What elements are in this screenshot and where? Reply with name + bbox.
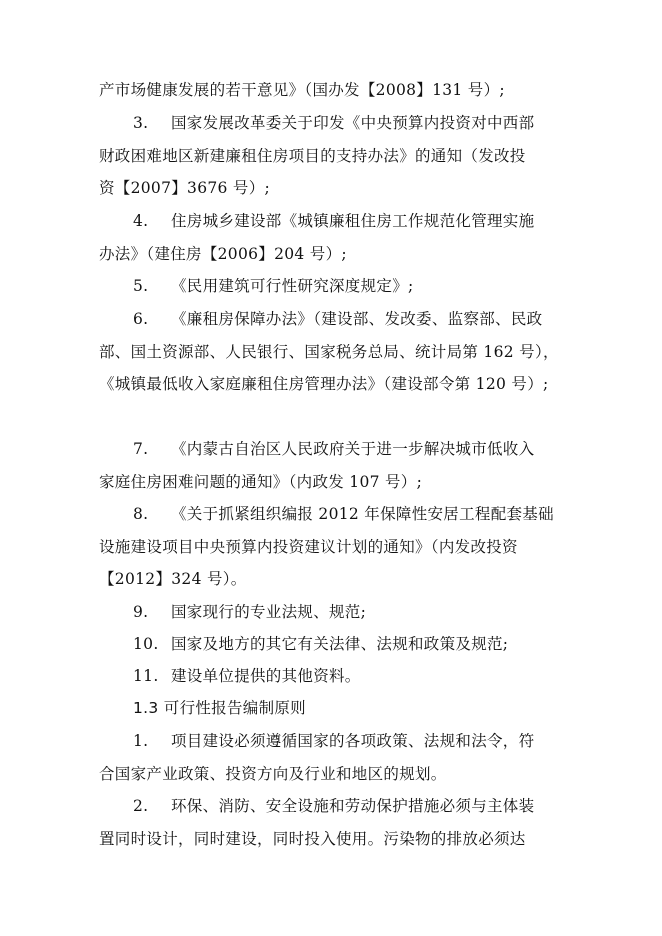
list-number: 4. [133,212,149,230]
line-text: 部、国土资源部、人民银行、国家税务总局、统计局第 162 号）， [99,343,559,361]
line-11 [133,433,534,465]
line-18 [133,660,361,692]
line-text: 《内蒙古自治区人民政府关于进一步解决城市低收入 [171,440,535,458]
list-number: 10. [133,635,159,653]
line-text: 环保、消防、安全设施和劳动保护措施必须与主体装 [171,797,535,815]
line-16 [133,596,366,628]
line-text: 国家及地方的其它有关法律、法规和政策及规范; [171,635,509,653]
list-number: 2. [133,797,149,815]
heading-text: 1.3 可行性报告编制原则 [133,699,306,717]
line-13 [133,498,554,530]
line-text: 《民用建筑可行性研究深度规定》; [171,277,414,295]
line-22 [133,790,534,822]
line-12 [99,466,422,498]
list-number: 5. [133,277,149,295]
line-text: 置同时设计，同时建设，同时投入使用。污染物的排放必须达 [99,830,526,848]
line-9 [99,336,559,368]
list-number: 6. [133,310,149,328]
line-10 [99,368,549,400]
line-text: 《关于抓紧组织编报 2012 年保障性安居工程配套基础 [171,505,554,523]
line-text: 办法》（建住房【2006】204 号）; [99,245,347,263]
line-text: 国家现行的专业法规、规范; [171,603,367,621]
line-text: 《城镇最低收入家庭廉租住房管理办法》（建设部令第 120 号）; [99,375,549,393]
line-3 [99,140,526,172]
line-text: 住房城乡建设部《城镇廉租住房工作规范化管理实施 [171,212,535,230]
line-8 [133,303,542,335]
line-5 [133,205,534,237]
line-text: 资【2007】3676 号）; [99,179,271,197]
line-17 [133,628,508,660]
line-15 [99,563,247,595]
line-text: 项目建设必须遵循国家的各项政策、法规和法令，符 [171,732,535,750]
list-number: 11. [133,667,159,685]
line-6 [99,238,347,270]
line-23 [99,823,526,855]
list-number: 3. [133,114,149,132]
line-1 [99,74,505,106]
line-7 [133,270,414,302]
line-text: 国家发展改革委关于印发《中央预算内投资对中西部 [171,114,535,132]
line-text: 建设单位提供的其他资料。 [171,667,361,685]
list-number: 8. [133,505,149,523]
line-text: 财政困难地区新建廉租住房项目的支持办法》的通知（发改投 [99,147,526,165]
section-heading [133,692,306,724]
line-4 [99,172,270,204]
line-text: 产市场健康发展的若干意见》（国办发【2008】131 号）; [99,81,505,99]
line-14 [99,531,518,563]
list-number: 1. [133,732,149,750]
list-number: 7. [133,440,149,458]
line-21 [99,758,447,790]
line-text: 《廉租房保障办法》（建设部、发改委、监察部、民政 [171,310,543,328]
line-text: 合国家产业政策、投资方向及行业和地区的规划。 [99,765,447,783]
list-number: 9. [133,603,149,621]
line-text: 家庭住房困难问题的通知》（内政发 107 号）; [99,473,423,491]
line-2 [133,107,534,139]
line-text: 【2012】324 号）。 [99,570,247,588]
line-text: 设施建设项目中央预算内投资建议计划的通知》（内发改投资 [99,538,518,556]
line-20 [133,725,534,757]
